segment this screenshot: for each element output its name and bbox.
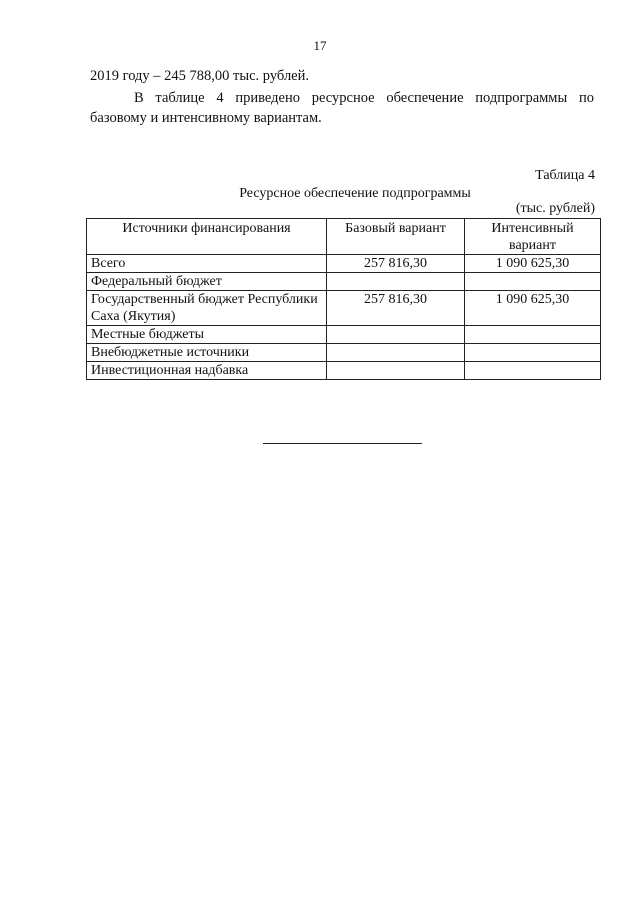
- row-base-value: [327, 326, 465, 344]
- row-intensive-value: [465, 326, 601, 344]
- header-intensive: Интенсивный вариант: [465, 219, 601, 255]
- funding-table: [86, 218, 601, 380]
- row-intensive-value: [465, 273, 601, 291]
- row-label: Федеральный бюджет: [87, 273, 327, 291]
- row-base-value: [327, 273, 465, 291]
- row-label: Государственный бюджет Республики Саха (Якутия): [87, 291, 327, 326]
- table-header-row: [87, 219, 601, 255]
- table-row: [87, 344, 601, 362]
- table-row: [87, 291, 601, 326]
- row-label: Всего: [87, 255, 327, 273]
- paragraph-2: В таблице 4 приведено ресурсное обеспечение подпрограммы по базовому и интенсивному вариантам.: [90, 90, 594, 126]
- row-base-value: 257 816,30: [327, 255, 465, 273]
- table-title: Ресурсное обеспечение подпрограммы: [239, 186, 471, 201]
- row-label: Инвестиционная надбавка: [87, 362, 327, 380]
- paragraph-1: 2019 году – 245 788,00 тыс. рублей.: [90, 68, 310, 84]
- row-intensive-value: [465, 344, 601, 362]
- row-base-value: 257 816,30: [327, 291, 465, 326]
- closing-rule: [263, 443, 422, 444]
- header-sources: Источники финансирования: [87, 219, 327, 255]
- row-label: Внебюджетные источники: [87, 344, 327, 362]
- row-base-value: [327, 344, 465, 362]
- table-row: [87, 273, 601, 291]
- table-number-label: Таблица 4: [535, 168, 595, 183]
- page-number: 17: [313, 38, 327, 53]
- row-intensive-value: [465, 362, 601, 380]
- table-unit: (тыс. рублей): [515, 201, 595, 216]
- table-row: [87, 326, 601, 344]
- table-row: [87, 362, 601, 380]
- row-intensive-value: 1 090 625,30: [465, 291, 601, 326]
- table-row: [87, 255, 601, 273]
- row-intensive-value: 1 090 625,30: [465, 255, 601, 273]
- header-base: Базовый вариант: [327, 219, 465, 255]
- row-base-value: [327, 362, 465, 380]
- row-label: Местные бюджеты: [87, 326, 327, 344]
